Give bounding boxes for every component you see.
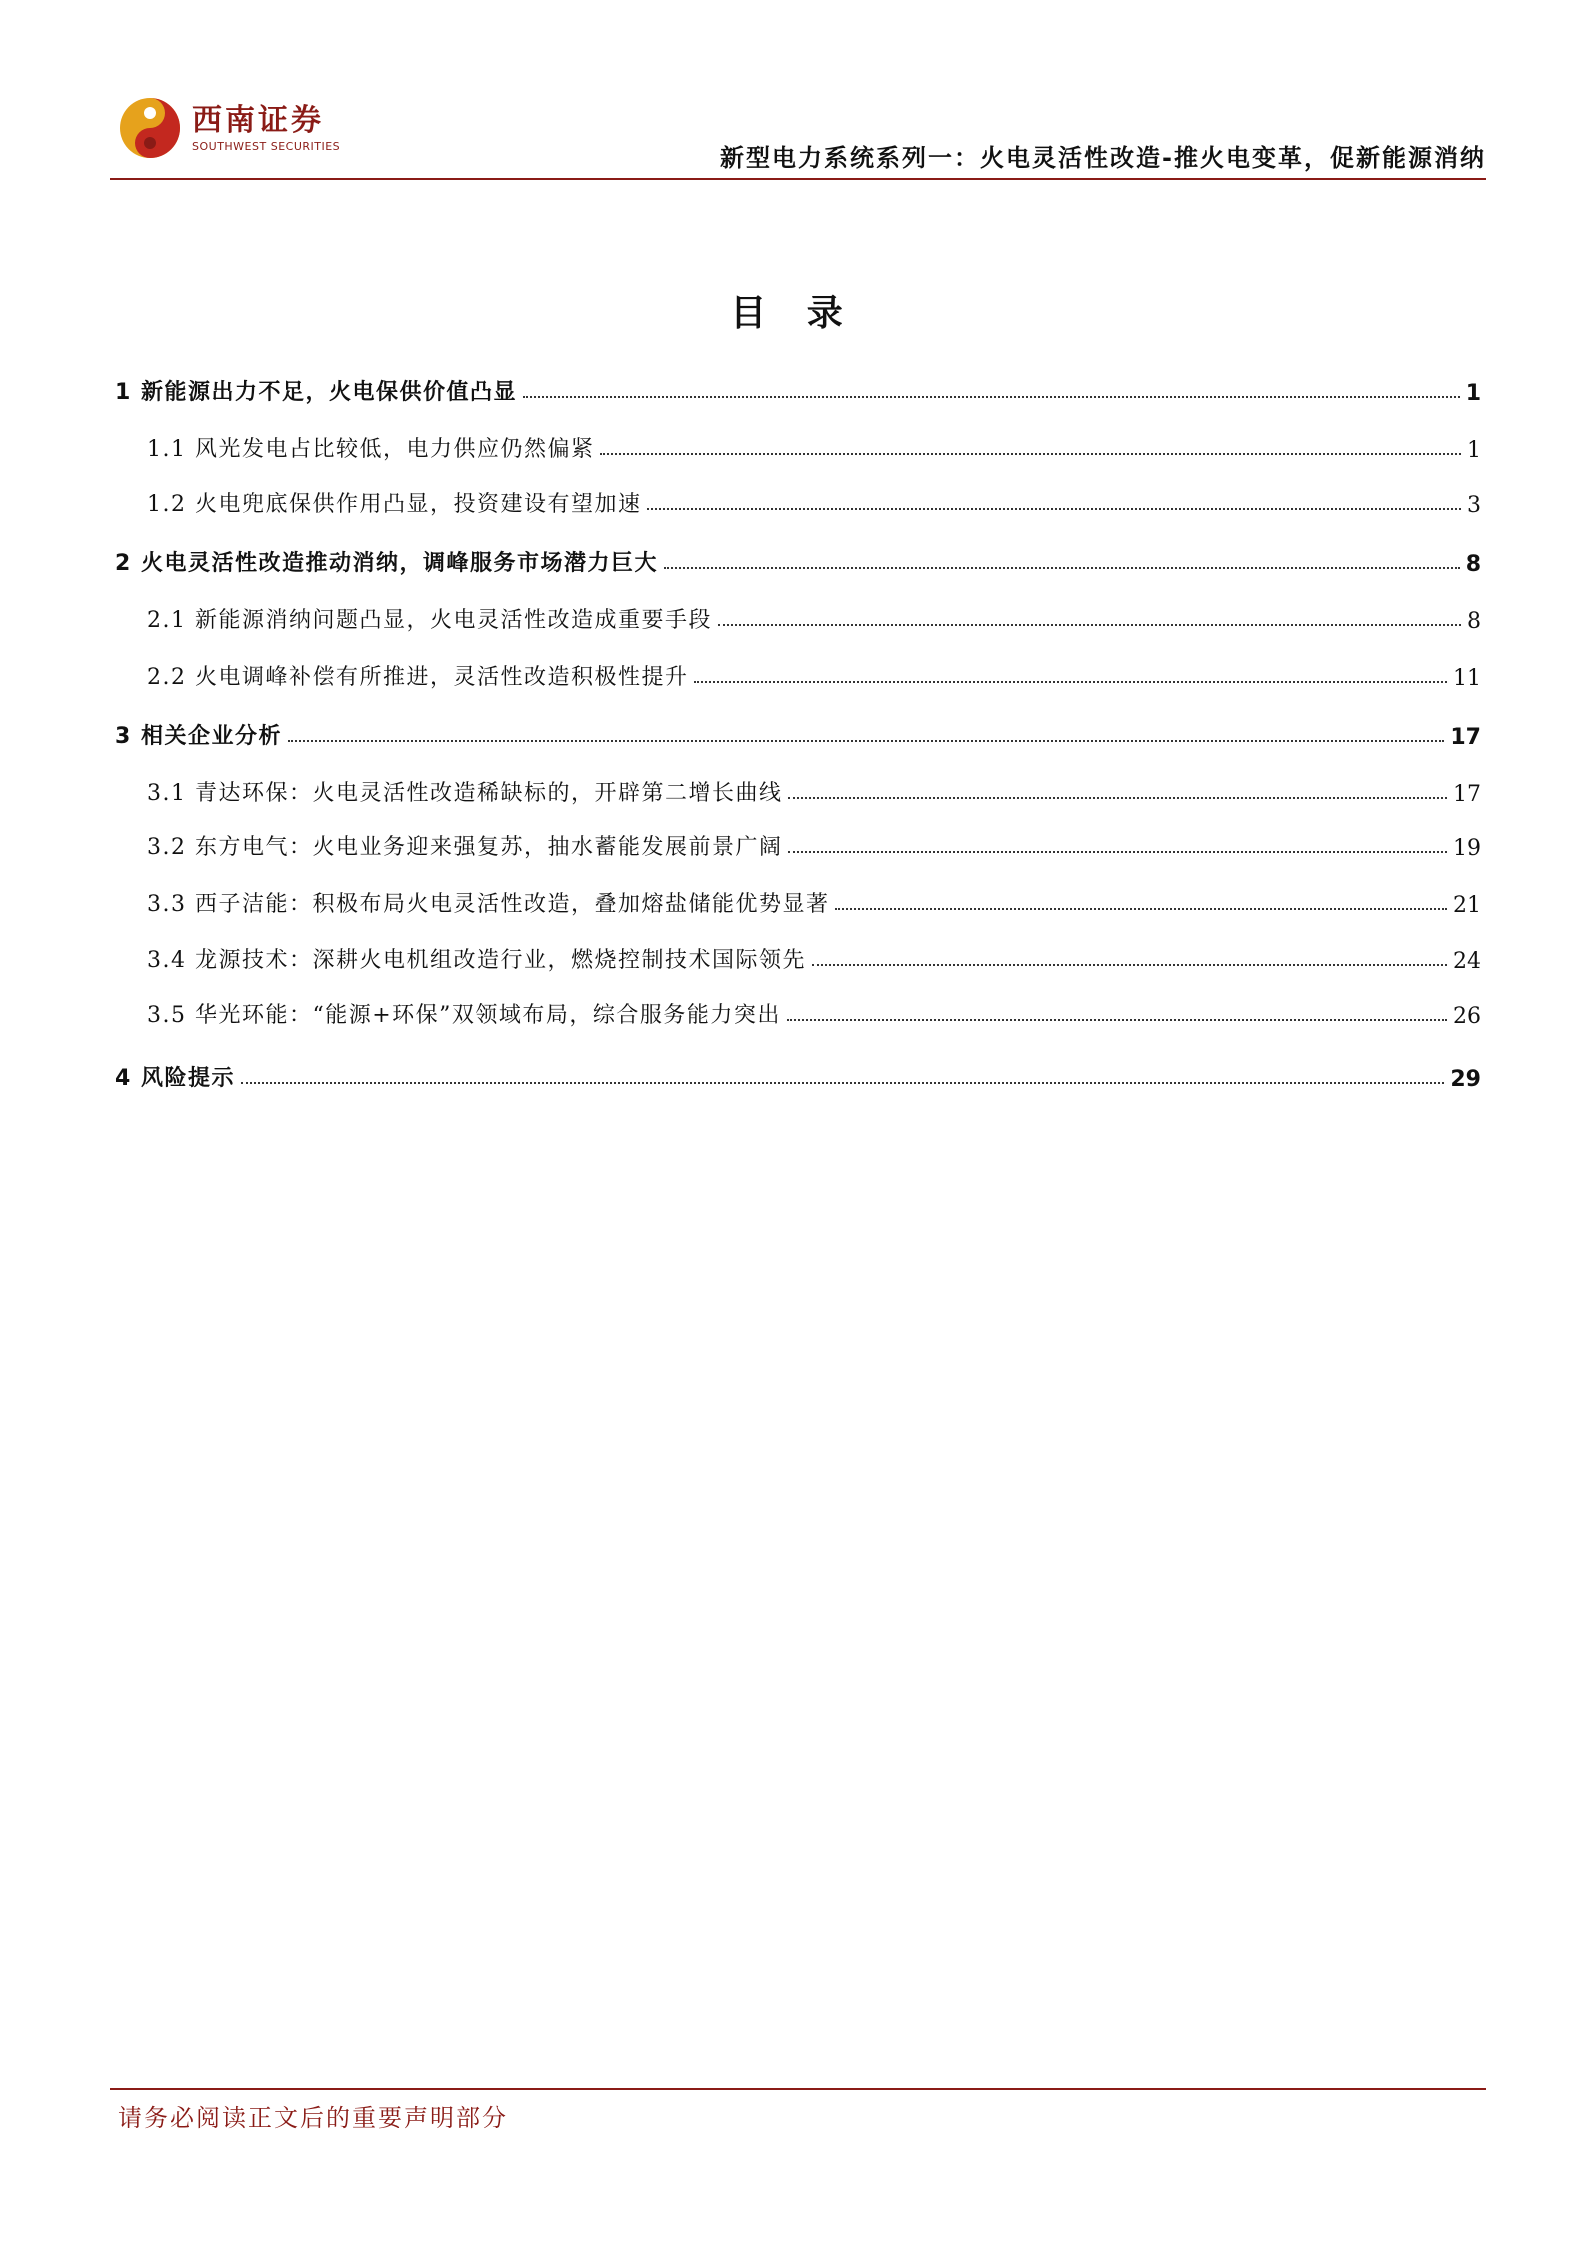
toc-entry-text: 1.1 风光发电占比较低，电力供应仍然偏紧: [147, 437, 595, 462]
toc-page-number: 8: [1465, 552, 1481, 577]
dot-leader: [788, 797, 1447, 799]
toc-entry-text: 3.4 龙源技术：深耕火电机组改造行业，燃烧控制技术国际领先: [147, 948, 806, 973]
toc-entry-3-3[interactable]: [115, 882, 1481, 918]
toc-entry-2-2[interactable]: [115, 655, 1481, 691]
logo-chinese-name: 西南证券: [192, 102, 324, 138]
toc-entry-3-5[interactable]: [115, 993, 1481, 1029]
toc-entry-3-1[interactable]: [115, 771, 1481, 807]
toc-entry-text: 1 新能源出力不足，火电保供价值凸显: [115, 380, 517, 405]
company-logo: [118, 96, 340, 160]
toc-page-number: 24: [1453, 949, 1481, 974]
toc-page-number: 19: [1453, 836, 1481, 861]
dot-leader: [694, 681, 1447, 683]
dot-leader: [835, 908, 1447, 910]
toc-title: 目 录: [730, 293, 857, 334]
toc-entry-text: 3.3 西子洁能：积极布局火电灵活性改造，叠加熔盐储能优势显著: [147, 892, 830, 917]
toc-entry-3-4[interactable]: [115, 938, 1481, 974]
dot-leader: [812, 964, 1447, 966]
toc-page-number: 8: [1467, 609, 1481, 634]
toc-entry-1-1[interactable]: [115, 427, 1481, 463]
toc-page-number: 21: [1453, 893, 1481, 918]
toc-entry-text: 3.1 青达环保：火电灵活性改造稀缺标的，开辟第二增长曲线: [147, 781, 783, 806]
report-title: 新型电力系统系列一：火电灵活性改造-推火电变革，促新能源消纳: [720, 144, 1486, 172]
toc-entry-text: 2.2 火电调峰补偿有所推进，灵活性改造积极性提升: [147, 665, 689, 690]
toc-entry-text: 3.5 华光环能：“能源+环保”双领域布局，综合服务能力突出: [147, 1003, 781, 1028]
dot-leader: [241, 1082, 1444, 1084]
dot-leader: [787, 1019, 1447, 1021]
toc-entry-text: 3.2 东方电气：火电业务迎来强复苏，抽水蓄能发展前景广阔: [147, 835, 783, 860]
dot-leader: [647, 508, 1461, 510]
footer-disclaimer: 请务必阅读正文后的重要声明部分: [118, 2104, 508, 2132]
dot-leader: [664, 567, 1460, 569]
logo-emblem-icon: [118, 96, 182, 160]
toc-page-number: 29: [1450, 1067, 1481, 1092]
toc-page-number: 17: [1453, 782, 1481, 807]
toc-page-number: 26: [1453, 1004, 1481, 1029]
header-divider: [110, 178, 1486, 180]
toc-entry-4[interactable]: [115, 1056, 1481, 1092]
toc-page-number: 17: [1450, 725, 1481, 750]
toc-entry-text: 3 相关企业分析: [115, 724, 282, 749]
toc-page-number: 1: [1467, 438, 1481, 463]
toc-entry-text: 2.1 新能源消纳问题凸显，火电灵活性改造成重要手段: [147, 608, 712, 633]
dot-leader: [288, 740, 1444, 742]
toc-page-number: 11: [1453, 666, 1481, 691]
toc-entry-2-1[interactable]: [115, 598, 1481, 634]
toc-entry-text: 4 风险提示: [115, 1066, 235, 1091]
dot-leader: [718, 624, 1461, 626]
toc-entry-2[interactable]: [115, 541, 1481, 577]
dot-leader: [788, 851, 1447, 853]
dot-leader: [600, 453, 1461, 455]
toc-entry-text: 2 火电灵活性改造推动消纳，调峰服务市场潜力巨大: [115, 551, 658, 576]
toc-entry-1-2[interactable]: [115, 482, 1481, 518]
logo-english-name: SOUTHWEST SECURITIES: [192, 139, 341, 153]
toc-entry-3-2[interactable]: [115, 825, 1481, 861]
toc-entry-1[interactable]: [115, 370, 1481, 406]
toc-page-number: 1: [1465, 381, 1481, 406]
toc-page-number: 3: [1467, 493, 1481, 518]
toc-entry-text: 1.2 火电兜底保供作用凸显，投资建设有望加速: [147, 492, 642, 517]
dot-leader: [523, 396, 1460, 398]
footer-divider: [110, 2088, 1486, 2090]
toc-entry-3[interactable]: [115, 714, 1481, 750]
